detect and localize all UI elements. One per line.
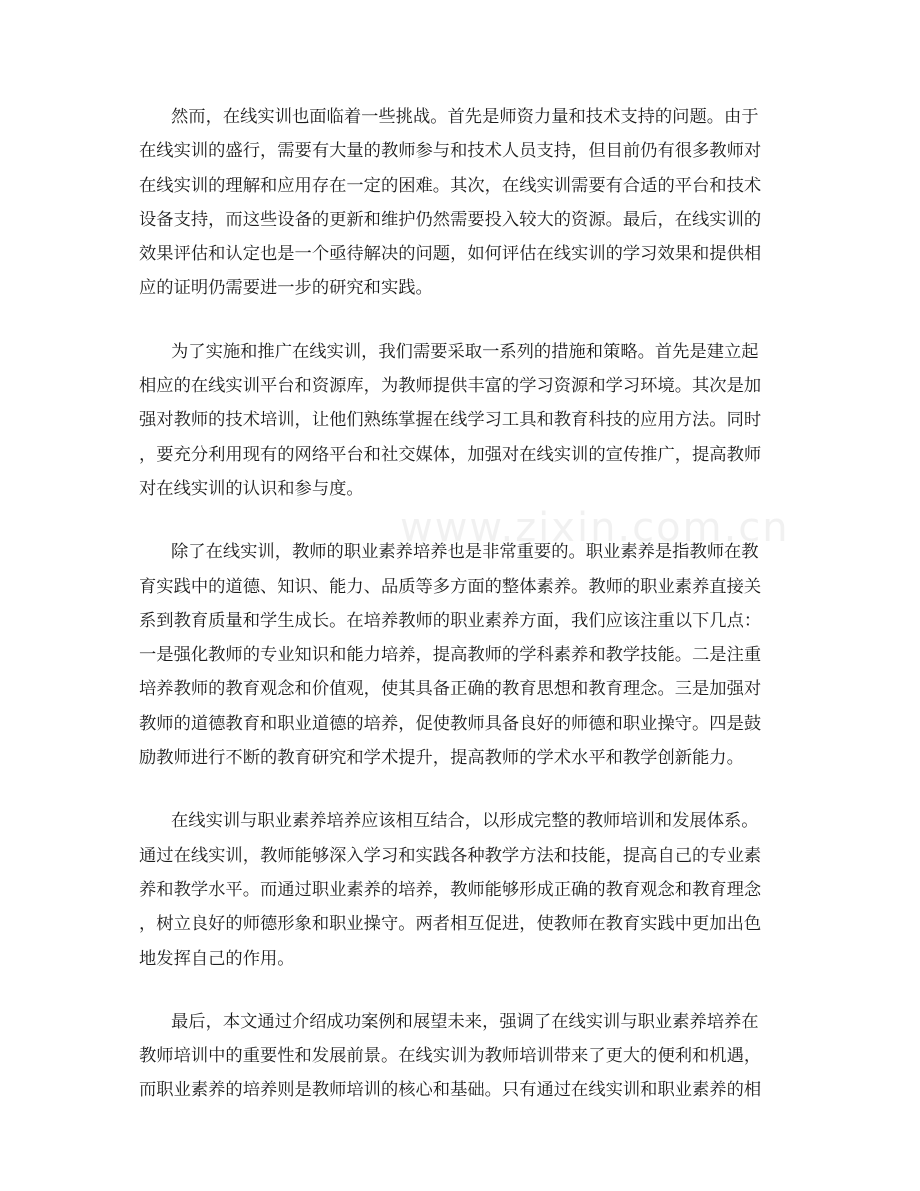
text-line: 教师培训中的重要性和发展前景。在线实训为教师培训带来了更大的便利和机遇， bbox=[139, 1046, 762, 1067]
text-line: 育实践中的道德、知识、能力、品质等多方面的整体素养。教师的职业素养直接关 bbox=[139, 576, 762, 597]
text-line: 励教师进行不断的教育研究和学术提升，提高教师的学术水平和教学创新能力。 bbox=[139, 748, 744, 769]
text-line: 一是强化教师的专业知识和能力培养，提高教师的学科素养和教学技能。二是注重 bbox=[139, 645, 762, 666]
text-line: ，要充分利用现有的网络平台和社交媒体，加强对在线实训的宣传推广，提高教师 bbox=[139, 444, 762, 465]
text-line: 最后，本文通过介绍成功案例和展望未来，强调了在线实训与职业素养培养在 bbox=[171, 1011, 759, 1032]
text-line: 设备支持，而这些设备的更新和维护仍然需要投入较大的资源。最后，在线实训的 bbox=[139, 209, 762, 230]
text-line: 除了在线实训，教师的职业素养培养也是非常重要的。职业素养是指教师在教 bbox=[171, 542, 759, 563]
text-line: 然而，在线实训也面临着一些挑战。首先是师资力量和技术支持的问题。由于 bbox=[171, 107, 759, 127]
text-line: 强对教师的技术培训，让他们熟练掌握在线学习工具和教育科技的应用方法。同时 bbox=[139, 410, 762, 431]
paragraph-integration bbox=[139, 804, 784, 975]
paragraph-conclusion bbox=[139, 1005, 784, 1108]
text-line: 而职业素养的培养则是教师培训的核心和基础。只有通过在线实训和职业素养的相 bbox=[139, 1080, 762, 1101]
paragraph-challenges bbox=[139, 100, 784, 306]
text-line: ，树立良好的师德形象和职业操守。两者相互促进，使教师在教育实践中更加出色 bbox=[139, 914, 762, 935]
text-line: 养和教学水平。而通过职业素养的培养，教师能够形成正确的教育观念和教育理念 bbox=[139, 879, 762, 900]
text-line: 效果评估和认定也是一个亟待解决的问题，如何评估在线实训的学习效果和提供相 bbox=[139, 244, 762, 265]
watermark: www.zixin.com.cn bbox=[400, 505, 790, 551]
text-line: 通过在线实训，教师能够深入学习和实践各种教学方法和技能，提高自己的专业素 bbox=[139, 845, 762, 866]
paragraph-professional-quality bbox=[139, 535, 784, 775]
text-line: 为了实施和推广在线实训，我们需要采取一系列的措施和策略。首先是建立起 bbox=[171, 341, 759, 362]
paragraph-measures bbox=[139, 335, 784, 506]
text-line: 在线实训与职业素养培养应该相互结合，以形成完整的教师培训和发展体系。 bbox=[171, 811, 759, 832]
text-line: 在线实训的理解和应用存在一定的困难。其次，在线实训需要有合适的平台和技术 bbox=[139, 175, 762, 196]
text-line: 培养教师的教育观念和价值观，使其具备正确的教育思想和教育理念。三是加强对 bbox=[139, 679, 762, 700]
text-line: 地发挥自己的作用。 bbox=[139, 948, 295, 969]
document-body bbox=[139, 100, 784, 1137]
text-line: 在线实训的盛行，需要有大量的教师参与和技术人员支持，但目前仍有很多教师对 bbox=[139, 141, 762, 162]
text-line: 相应的在线实训平台和资源库，为教师提供丰富的学习资源和学习环境。其次是加 bbox=[139, 376, 762, 397]
text-line: 教师的道德教育和职业道德的培养，促使教师具备良好的师德和职业操守。四是鼓 bbox=[139, 713, 762, 734]
text-line: 对在线实训的认识和参与度。 bbox=[139, 478, 364, 499]
text-line: 应的证明仍需要进一步的研究和实践。 bbox=[139, 278, 433, 299]
text-line: 系到教育质量和学生成长。在培养教师的职业素养方面，我们应该注重以下几点： bbox=[139, 610, 762, 631]
